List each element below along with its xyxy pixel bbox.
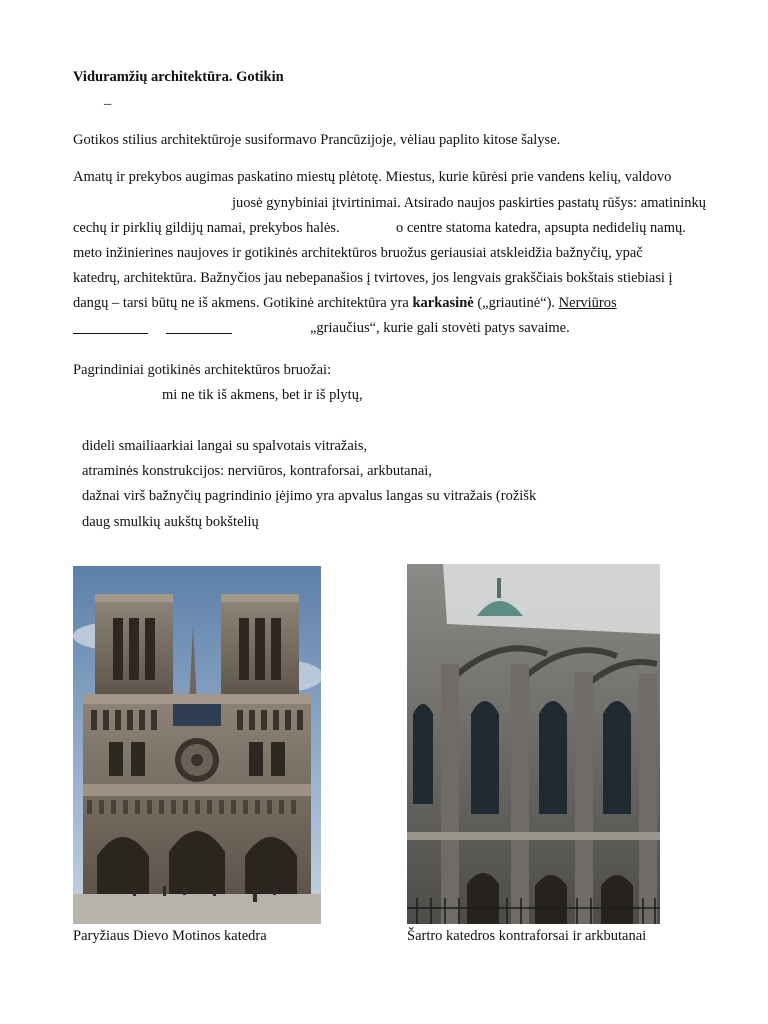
chartres-illustration: [407, 564, 660, 924]
paragraph-line-3b: o centre statoma katedra, apsupta nedidelių namų.: [396, 220, 686, 236]
paragraph-line-5: katedrų, architektūra. Bažnyčios jau nebepanašios į tvirtoves, jos lengvais grakščiais bokštais stiebiasi į: [73, 270, 673, 286]
chartres-photo: [407, 564, 660, 924]
paragraph-text: dangų – tarsi būtų ne iš akmens. Gotikinė architektūra yra: [73, 295, 413, 311]
paragraph-line-2: juosė gynybiniai įtvirtinimai. Atsirado naujos paskirties pastatų rūšys: amatininkų: [232, 195, 707, 211]
paragraph-line-7-blanks: [73, 319, 232, 339]
paragraph-line-1: Amatų ir prekybos augimas paskatino miestų plėtotę. Miestus, kurie kūrėsi prie vandens kelių, valdovo: [73, 169, 672, 185]
feature-item-1: dideli smailiaarkiai langai su spalvotais vitražais,: [82, 438, 368, 454]
paragraph-line-4: meto inžinierines naujoves ir gotikinės architektūros bruožus geriausiai atskleidžia bažnyčių, ypač: [73, 245, 643, 261]
chartres-caption: Šartro katedros kontraforsai ir arkbutanai: [407, 928, 647, 944]
paragraph-line-6: [73, 294, 617, 312]
feature-item-4: daug smulkių aukštų bokštelių: [82, 514, 259, 530]
paragraph-intro: Gotikos stilius architektūroje susiformavo Prancūzijoje, vėliau paplito kitose šalyse.: [73, 132, 561, 148]
notre-dame-caption: Paryžiaus Dievo Motinos katedra: [73, 928, 267, 944]
features-heading: Pagrindiniai gotikinės architektūros bruožai:: [73, 362, 332, 378]
bold-term: karkasinė: [412, 295, 474, 311]
feature-item-3: dažnai virš bažnyčių pagrindinio įėjimo yra apvalus langas su vitražais (rožišk: [82, 488, 537, 504]
notre-dame-illustration: [73, 566, 321, 924]
title-dash: –: [104, 96, 112, 112]
fill-blank-1: [73, 319, 148, 334]
underlined-term: Nerviūros: [558, 295, 617, 311]
paragraph-line-3a: cechų ir pirklių gildijų namai, prekybos halės.: [73, 220, 340, 236]
fill-blank-2: [166, 319, 232, 334]
notre-dame-photo: [73, 566, 321, 924]
document-title: Viduramžių architektūra. Gotikin: [73, 69, 284, 85]
paragraph-line-7: „griaučius“, kurie gali stovėti patys savaime.: [310, 320, 570, 336]
paragraph-text: („griautinė“).: [473, 295, 559, 311]
features-line-2: mi ne tik iš akmens, bet ir iš plytų,: [162, 387, 363, 403]
feature-item-2: atraminės konstrukcijos: nerviūros, kontraforsai, arkbutanai,: [82, 463, 432, 479]
